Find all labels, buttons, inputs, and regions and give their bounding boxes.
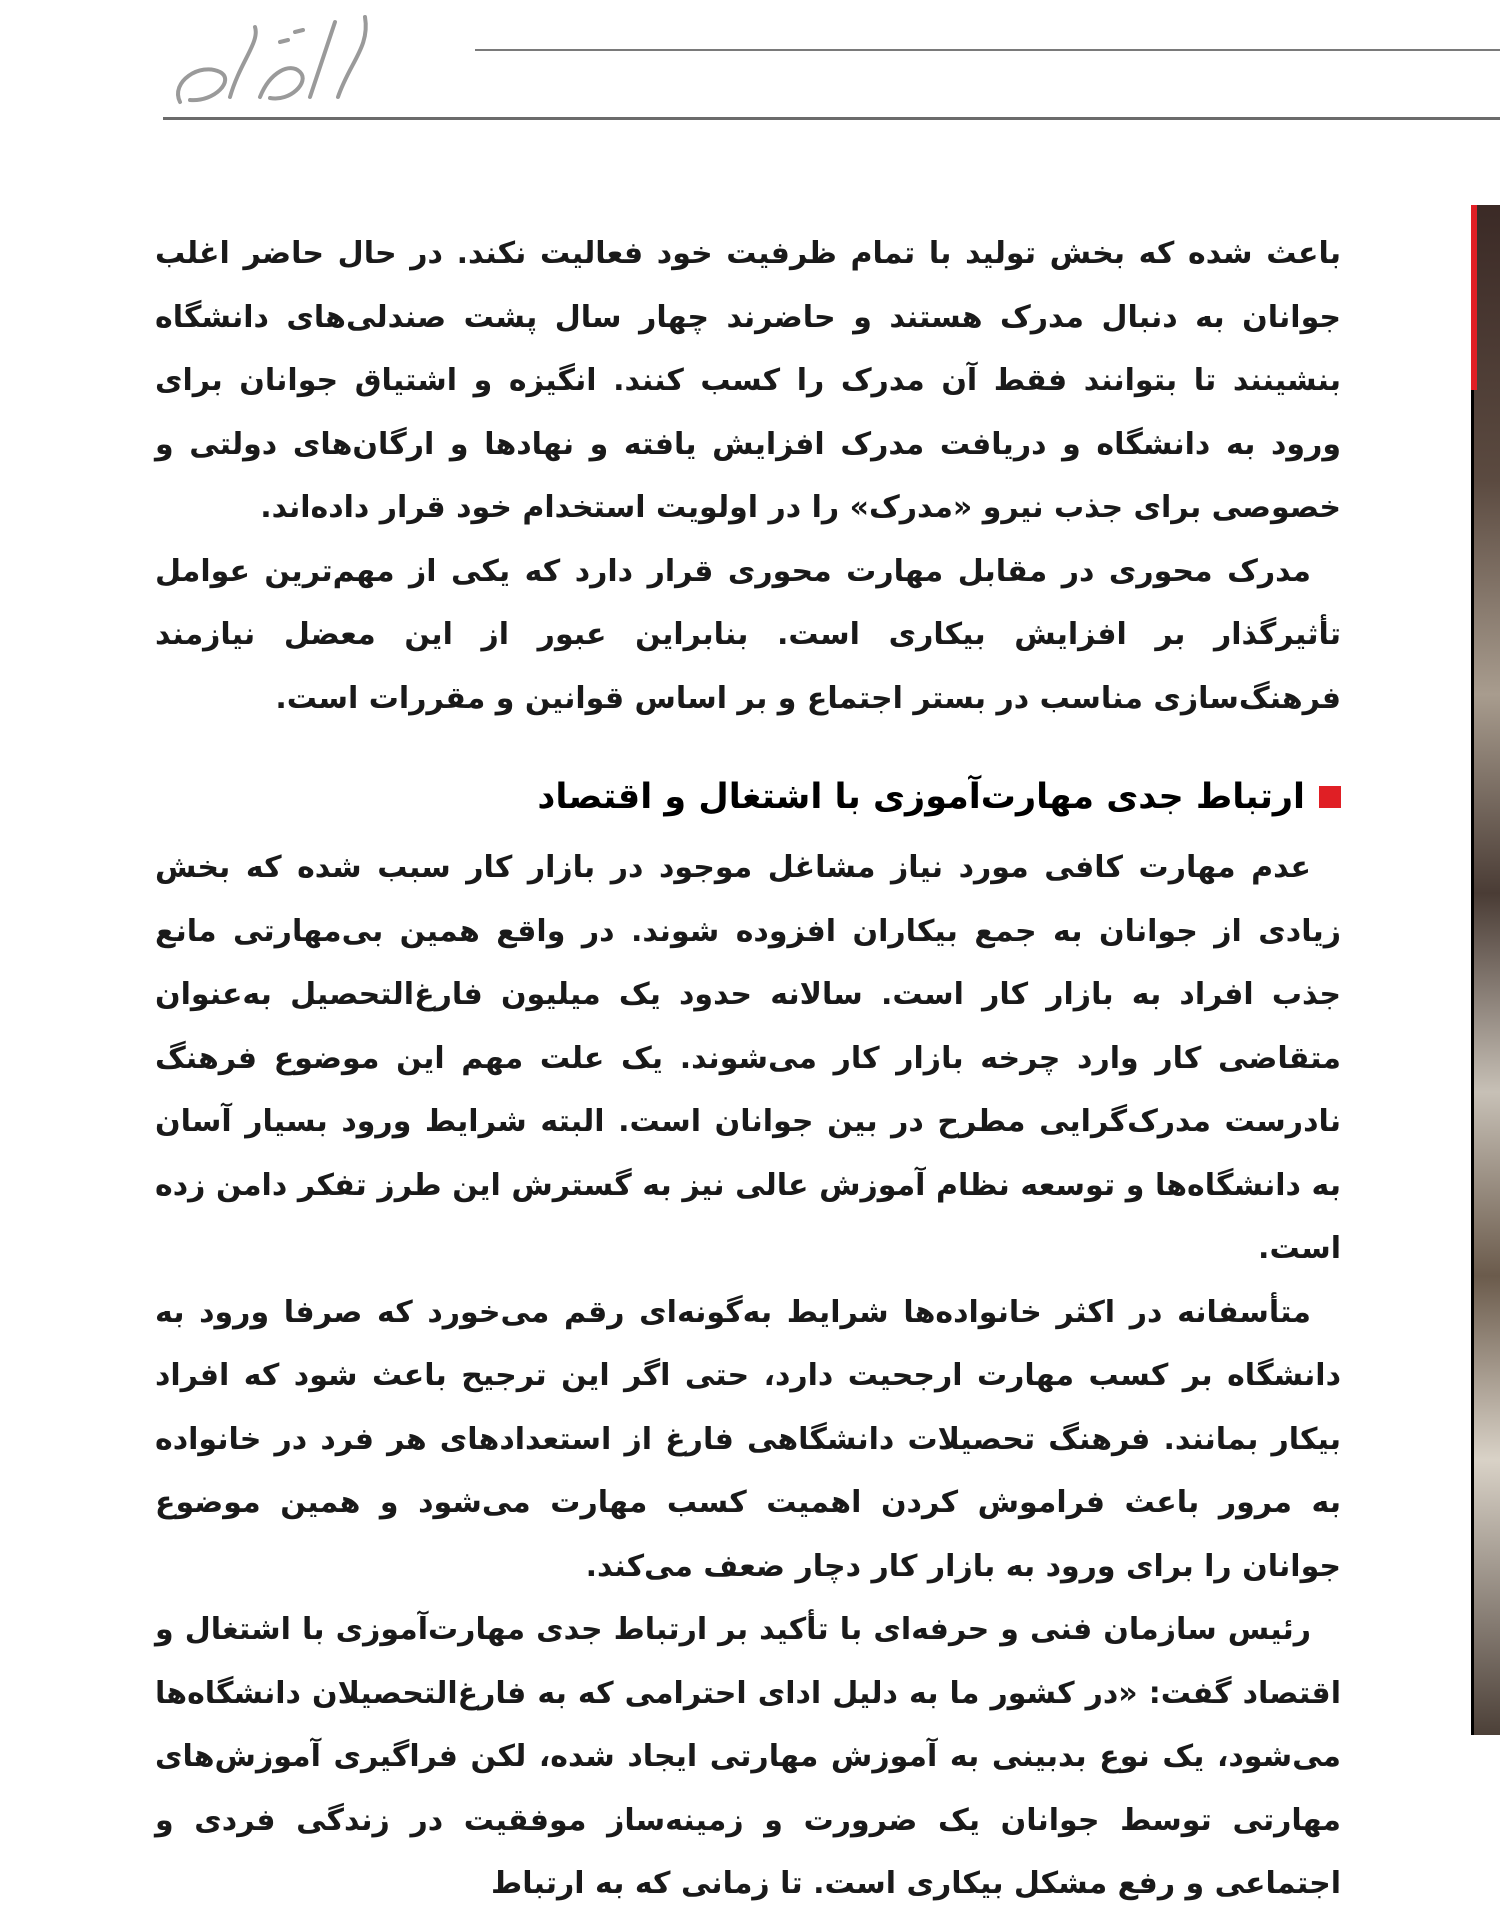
paragraph-1: باعث شده که بخش تولید با تمام ظرفیت خود فعالیت نکند. در حال حاضر اغلب جوانان به دنبال مدرک هستند و حاضرند چهار سال پشت صندلی‌های دانشگاه بنشینند تا بتوانند فقط آن مدرک را کسب کنند. انگیزه و اشتیاق جوانان برای ورود به دانشگاه و دریافت مدرک افزایش یافته و نهادها و ارگان‌های دولتی و خصوصی برای جذب نیرو «مدرک» را در اولویت استخدام خود قرار داده‌اند. xyxy=(155,236,1341,525)
paragraph-4: متأسفانه در اکثر خانواده‌ها شرایط به‌گونه‌ای رقم می‌خورد که صرفا ورود به دانشگاه بر کسب مهارت ارجحیت دارد، حتی اگر این ترجیح باعث شود که افراد بیکار بمانند. فرهنگ تحصیلات دانشگاهی فارغ از استعدادهای هر فرد در خانواده به مرور باعث فراموش کردن اهمیت کسب مهارت می‌شود و همین موضوع جوانان را برای ورود به بازار کار دچار ضعف می‌کند. xyxy=(155,1294,1341,1584)
side-photo-strip xyxy=(1471,205,1500,1735)
paragraph-3: عدم مهارت کافی مورد نیاز مشاغل موجود در بازار کار سبب شده که بخش زیادی از جوانان به جمع بیکاران افزوده شوند. در واقع همین بی‌مهارتی مانع جذب افراد به بازار کار است. سالانه حدود یک میلیون فارغ‌التحصیل به‌عنوان متقاضی کار وارد چرخه بازار کار می‌شوند. یک علت مهم این موضوع فرهنگ نادرست مدرک‌گرایی مطرح در بین جوانان است. البته شرایط ورود بسیار آسان به دانشگاه‌ها و توسعه نظام آموزش عالی نیز به گسترش این طرز تفکر دامن زده است. xyxy=(155,850,1341,1266)
logo-calligraphy-icon xyxy=(160,2,380,122)
article-body xyxy=(155,222,1341,1916)
section-subheading xyxy=(155,766,1341,828)
side-accent-bar xyxy=(1471,205,1477,390)
subheading-text: ارتباط جدی مهارت‌آموزی با اشتغال و اقتصاد xyxy=(537,777,1305,817)
masthead-logo xyxy=(160,2,380,122)
red-square-icon xyxy=(1319,786,1341,808)
top-rule xyxy=(475,49,1500,51)
paragraph-5: رئیس سازمان فنی و حرفه‌ای با تأکید بر ارتباط جدی مهارت‌آموزی با اشتغال و اقتصاد گفت: «در کشور ما به دلیل ادای احترامی که به فارغ‌التحصیلان دانشگاه‌ها می‌شود، یک نوع بدبینی به آموزش مهارتی ایجاد شده، لکن فراگیری آموزش‌های مهارتی توسط جوانان یک ضرورت و زمینه‌ساز موفقیت در زندگی فردی و اجتماعی و رفع مشکل بیکاری است. تا زمانی که به ارتباط xyxy=(155,1612,1341,1901)
header-rule xyxy=(163,117,1500,120)
paragraph-2: مدرک محوری در مقابل مهارت محوری قرار دارد که یکی از مهم‌ترین عوامل تأثیرگذار بر افزایش بیکاری است. بنابراین عبور از این معضل نیازمند فرهنگ‌سازی مناسب در بستر اجتماع و بر اساس قوانین و مقررات است. xyxy=(155,553,1341,716)
